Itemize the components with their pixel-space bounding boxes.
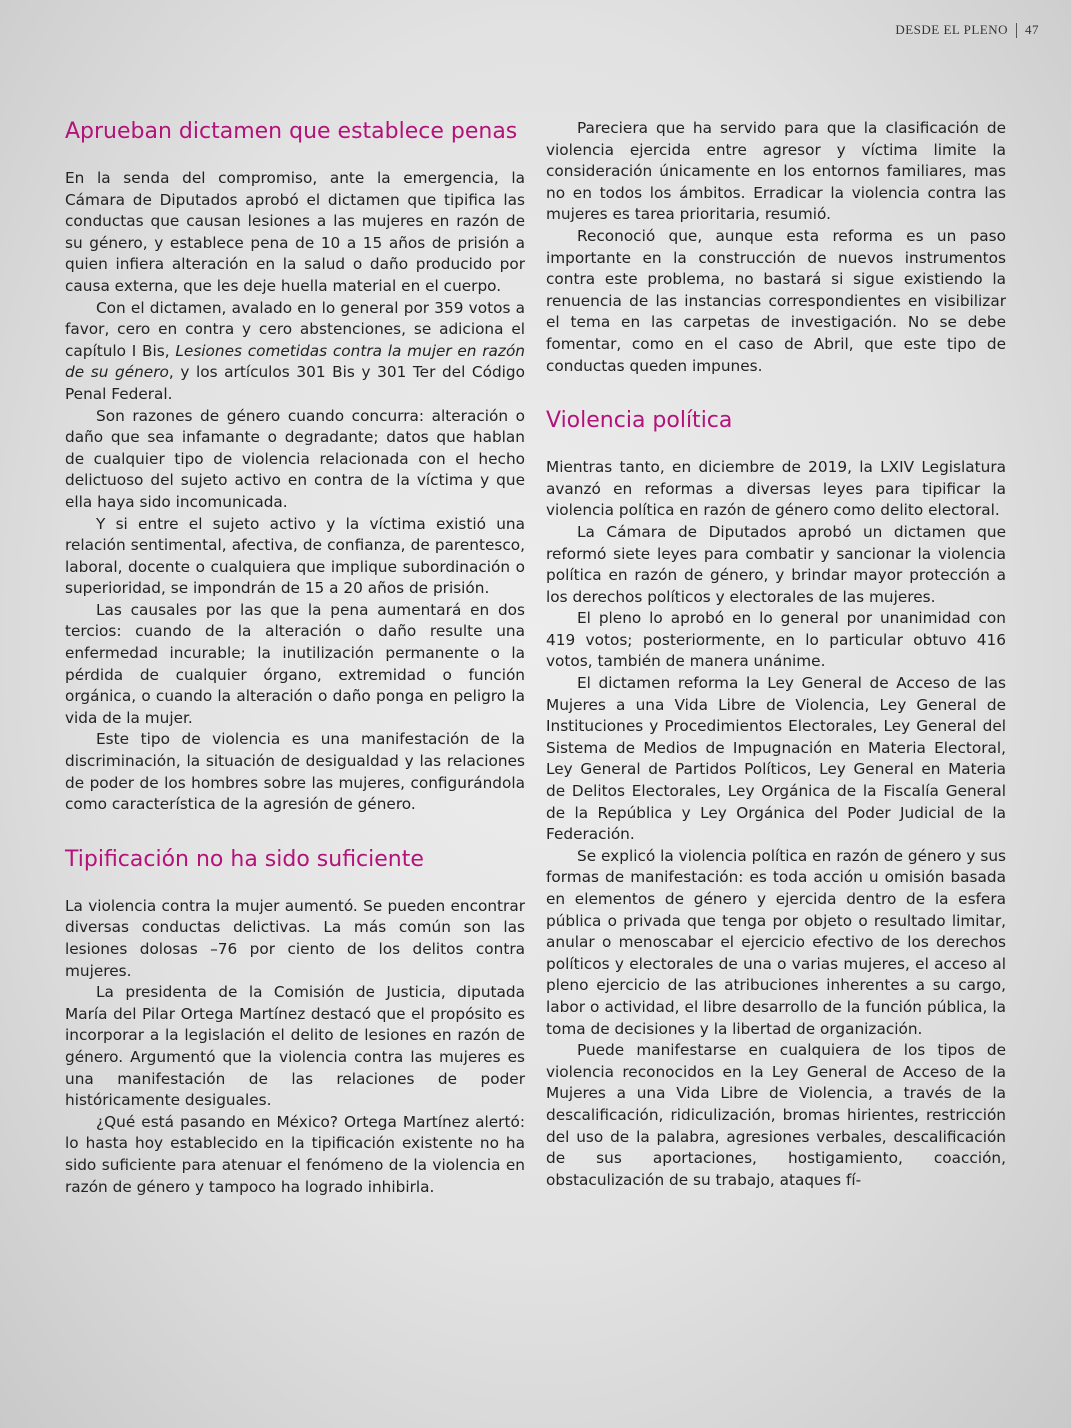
paragraph: Se explicó la violencia política en razón de género y sus formas de manifestación: es toda acción u omisión basada en elementos de género y ejercida dentro de la esfera pública o privada que tenga por objeto o resultado limitar, anular o menoscabar el ejercicio efectivo de los derechos políticos y electorales de una o varias mujeres, el acceso al pleno ejercicio de las atribuciones inherentes a su cargo, labor o actividad, el libre desarrollo de la función pública, la toma de decisiones y la libertad de organización. xyxy=(546,846,1006,1038)
paragraph: El pleno lo aprobó en lo general por unanimidad con 419 votos; posteriormente, en lo particular obtuvo 416 votos, también de manera unánime. xyxy=(546,609,1006,671)
heading-tipificacion: Tipificación no ha sido suficiente xyxy=(65,846,424,872)
paragraph: Son razones de género cuando concurra: alteración o daño que sea infamante o degradante; datos que hablan de cualquier tipo de violencia relacionada con el hecho delictuoso del sujeto activo en contra de la víctima y que ella haya sido incomunicada. xyxy=(65,406,525,511)
paragraph: La Cámara de Diputados aprobó un dictamen que reformó siete leyes para combatir y sancionar la violencia política en razón de género, y brindar mayor protección a los derechos políticos y electorales de las mujeres. xyxy=(546,522,1006,606)
heading-aprueban-dictamen: Aprueban dictamen que establece penas xyxy=(65,119,518,144)
paragraph: Mientras tanto, en diciembre de 2019, la LXIV Legislatura avanzó en reformas a diversas leyes para tipificar la violencia política en razón de género como delito electoral. xyxy=(546,458,1006,520)
text-run: Con el dictamen, avalado en lo general por 359 votos a favor, cero en contra y cero abstenciones, se adiciona el capítulo I Bis, xyxy=(65,298,525,360)
paragraph: ¿Qué está pasando en México? Ortega Martínez alertó: lo hasta hoy establecido en la tipificación existente no ha sido suficiente para atenuar el fenómeno de la violencia en razón de género y tampoco ha logrado inhibirla. xyxy=(65,1112,525,1196)
italic-chapter-title: Lesiones cometidas contra la mujer en razón de su género xyxy=(65,341,525,382)
paragraph: Las causales por las que la pena aumentará en dos tercios: cuando de la alteración o daño resulte una enfermedad incurable; la inutilización permanente o la pérdida de cualquier órgano, extremidad o función orgánica, o cuando la alteración o daño ponga en peligro la vida de la mujer. xyxy=(65,600,525,727)
paragraph: En la senda del compromiso, ante la emergencia, la Cámara de Diputados aprobó el dictamen que tipifica las conductas que causan lesiones a las mujeres en razón de su género, y establece pena de 10 a 15 años de prisión a quien infiera alteración en la salud o daño producido por causa externa, que les deje huella material en el cuerpo. xyxy=(65,169,525,295)
paragraph: El dictamen reforma la Ley General de Acceso de las Mujeres a una Vida Libre de Violencia, Ley General de Instituciones y Procedimientos Electorales, Ley General del Sistema de Medios de Impugnación en Materia Electoral, Ley General de Partidos Políticos, Ley General en Materia de Delitos Electorales, Ley Orgánica de la Fiscalía General de la República y Ley Orgánica del Poder Judicial de la Federación. xyxy=(546,674,1006,844)
running-header xyxy=(895,22,1039,38)
paragraph: Reconoció que, aunque esta reforma es un paso importante en la construcción de nuevos instrumentos contra este problema, no bastará si sigue existiendo la renuencia de las instancias correspondientes en visibilizar el tema en las carpetas de investigación. No se debe fomentar, como en el caso de Abril, que este tipo de conductas queden impunes. xyxy=(546,226,1006,375)
paragraph: Pareciera que ha servido para que la clasificación de violencia ejercida entre agresor y víctima limite la consideración únicamente en los entornos familiares, mas no en todos los ámbitos. Erradicar la violencia contra las mujeres es tarea prioritaria, resumió. xyxy=(546,119,1006,224)
section-title: DESDE EL PLENO xyxy=(895,22,1008,37)
page-number: 47 xyxy=(1025,22,1039,37)
text-run: , y los artículos 301 Bis y 301 Ter del Código Penal Federal. xyxy=(65,363,526,403)
paragraph: Este tipo de violencia es una manifestación de la discriminación, la situación de desigualdad y las relaciones de poder de los hombres sobre las mujeres, configurándola como característica de la agresión de género. xyxy=(65,730,525,814)
paragraph-with-italic xyxy=(65,298,525,406)
heading-violencia-politica: Violencia política xyxy=(546,408,733,434)
paragraph: Puede manifestarse en cualquiera de los tipos de violencia reconocidos en la Ley General de Acceso de la Mujeres a una Vida Libre de Violencia, a través de la descalificación, ridiculización, bromas hirientes, restricción del uso de la palabra, agresiones verbales, descalificación de sus aportaciones, hostigamiento, coacción, obstaculización de su trabajo, ataques fí- xyxy=(546,1041,1006,1189)
paragraph: Y si entre el sujeto activo y la víctima existió una relación sentimental, afectiva, de confianza, de parentesco, laboral, docente o cualquiera que implique subordinación o superioridad, se impondrán de 15 a 20 años de prisión. xyxy=(65,514,525,598)
left-column xyxy=(65,118,525,1198)
paragraph: La presidenta de la Comisión de Justicia, diputada María del Pilar Ortega Martínez destacó que el propósito es incorporar a la legislación el delito de lesiones en razón de género. Argumentó que la violencia contra las mujeres es una manifestación de las relaciones de poder históricamente desiguales. xyxy=(65,983,525,1110)
paragraph: La violencia contra la mujer aumentó. Se pueden encontrar diversas conductas delictivas. La más común son las lesiones dolosas –76 por ciento de los delitos contra mujeres. xyxy=(65,896,525,980)
right-column xyxy=(546,118,1006,1191)
header-divider xyxy=(1016,23,1017,38)
